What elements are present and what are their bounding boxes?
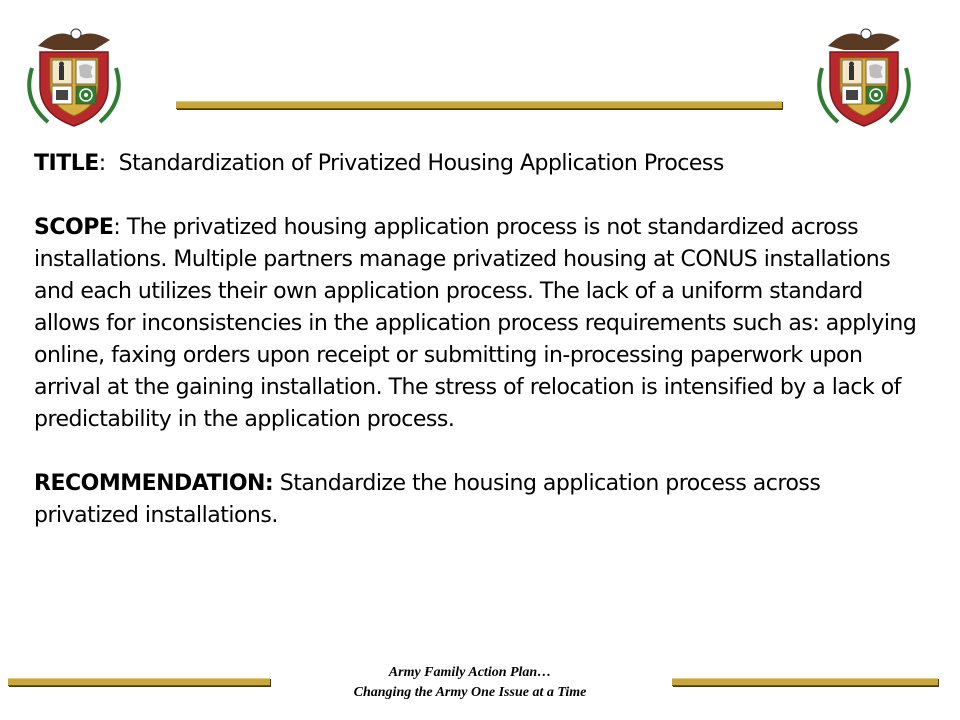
slide-body [34, 148, 930, 532]
scope-text: The privatized housing application process is not standardized across installations. Multiple partners manage privatized housing at CONUS installations and each utilizes their own application process. The lack of a uniform standard allows for inconsistencies in the application process requirements such as: applying online, faxing orders upon receipt or submitting in-processing paperwork upon arrival at the gaining installation. The stress of relocation is intensified by a lack of predictability in the application process. [34, 215, 917, 432]
recommendation-text: Standardize the housing application process across privatized installations. [34, 471, 821, 528]
title-paragraph: TITLE: Standardization of Privatized Housing Application Process [34, 151, 724, 176]
footer-tagline [270, 663, 670, 703]
footer-line-2: Changing the Army One Issue at a Time [353, 685, 587, 700]
title-text: Standardization of Privatized Housing Application Process [118, 151, 724, 176]
crest-logo-right [808, 20, 920, 132]
scope-label: SCOPE [34, 215, 114, 240]
recommendation-paragraph [34, 468, 930, 532]
crest-logo-left [18, 20, 130, 132]
bottom-left-divider [8, 678, 270, 686]
recommendation-label: RECOMMENDATION: [34, 471, 274, 496]
footer-line-1: Army Family Action Plan… [388, 665, 552, 680]
bottom-right-divider [672, 678, 938, 686]
top-divider [176, 101, 782, 109]
title-label: TITLE [34, 151, 99, 176]
scope-paragraph: SCOPE: The privatized housing application process is not standardized across installations. Multiple partners manage privatized housing at CONUS installations and each utilizes their own application process. The lack of a uniform standard allows for inconsistencies in the application process requirements such as: applying online, faxing orders upon receipt or submitting in-processing paperwork upon arrival at the gaining installation. The stress of relocation is intensified by a lack of predictability in the application process. [34, 215, 917, 432]
